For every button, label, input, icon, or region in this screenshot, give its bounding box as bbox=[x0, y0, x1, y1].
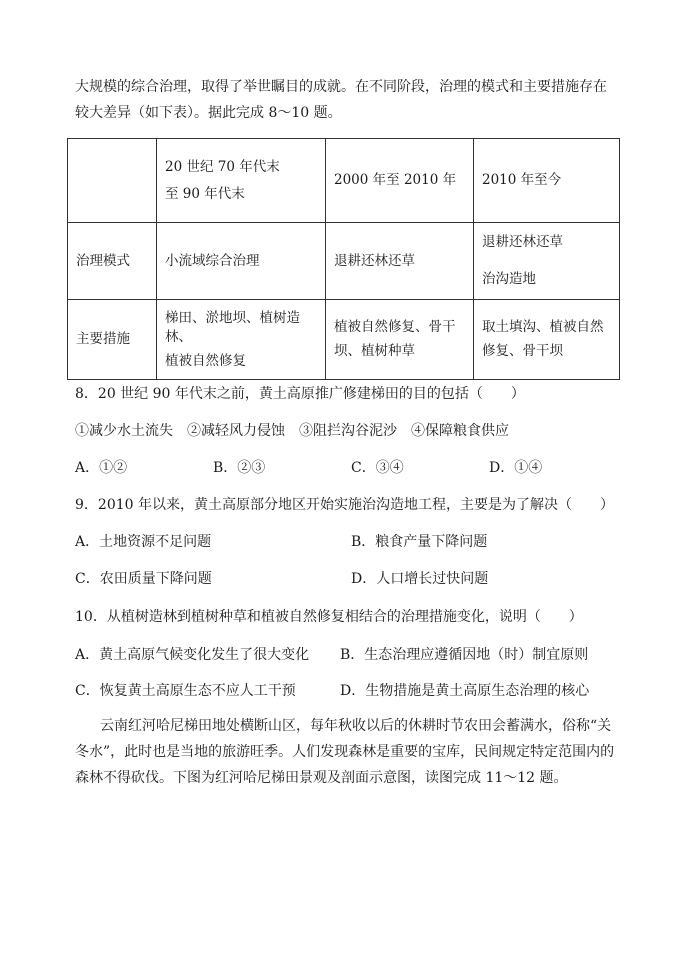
row-mode-label: 治理模式 bbox=[68, 223, 157, 300]
q8-items: ①减少水土流失 ②减轻风力侵蚀 ③阻拦沟谷泥沙 ④保障粮食供应 bbox=[75, 423, 509, 439]
governance-table bbox=[67, 138, 620, 380]
passage2-line-1: 云南红河哈尼梯田地处横断山区，每年秋收以后的休耕时节农田会蓄满水，俗称“关 bbox=[100, 718, 612, 734]
row-measures-cell-3 bbox=[474, 300, 620, 380]
q9-options-row-2 bbox=[75, 569, 615, 589]
row-measures-cell-1-line-2: 植被自然修复 bbox=[165, 352, 246, 369]
table-header-period-2: 2000 年至 2010 年 bbox=[326, 139, 474, 223]
q10-options-row-2 bbox=[75, 681, 615, 701]
row-measures-label: 主要措施 bbox=[68, 300, 157, 380]
q9-option-c[interactable]: C．农田质量下降问题 bbox=[75, 571, 212, 587]
q9-option-d[interactable]: D．人口增长过快问题 bbox=[351, 571, 489, 587]
period-1-line-2: 至 90 年代末 bbox=[165, 185, 245, 202]
table-header-period-3: 2010 年至今 bbox=[474, 139, 620, 223]
row-mode-cell-3-line-1: 退耕还林还草 bbox=[482, 234, 563, 250]
table-header-period-1 bbox=[157, 139, 326, 223]
q8-stem: 8．20 世纪 90 年代末之前，黄土高原推广修建梯田的目的包括（ ） bbox=[75, 386, 525, 402]
intro-line-2: 较大差异（如下表）。据此完成 8～10 题。 bbox=[75, 105, 342, 121]
table-header-row bbox=[68, 139, 620, 223]
row-measures-cell-2-line-2: 坝、植树种草 bbox=[334, 343, 415, 359]
q9-option-b[interactable]: B．粮食产量下降问题 bbox=[351, 534, 488, 550]
q8-option-d[interactable]: D．①④ bbox=[489, 460, 543, 476]
row-mode-cell-2: 退耕还林还草 bbox=[326, 223, 474, 300]
table-corner-cell bbox=[68, 139, 157, 223]
row-measures-cell-2-line-1: 植被自然修复、骨干 bbox=[334, 319, 456, 335]
table-row-mode bbox=[68, 223, 620, 300]
period-1-line-1: 20 世纪 70 年代末 bbox=[165, 158, 280, 175]
row-measures-cell-1 bbox=[157, 300, 326, 380]
q10-option-b[interactable]: B．生态治理应遵循因地（时）制宜原则 bbox=[340, 647, 589, 663]
q9-stem: 9．2010 年以来，黄土高原部分地区开始实施治沟造地工程，主要是为了解决（ ） bbox=[75, 497, 614, 513]
row-measures-cell-2 bbox=[326, 300, 474, 380]
row-measures-cell-3-line-1: 取土填沟、植被自然 bbox=[482, 319, 604, 335]
q8-option-b[interactable]: B．②③ bbox=[213, 460, 266, 476]
row-measures-cell-1-line-1: 梯田、淤地坝、植树造林、 bbox=[165, 309, 300, 345]
q10-option-d[interactable]: D．生物措施是黄土高原生态治理的核心 bbox=[340, 683, 590, 699]
row-mode-cell-1: 小流域综合治理 bbox=[157, 223, 326, 300]
passage2-line-2: 冬水”，此时也是当地的旅游旺季。人们发现森林是重要的宝库，民间规定特定范围内的 bbox=[75, 744, 615, 760]
intro-line-1: 大规模的综合治理，取得了举世瞩目的成就。在不同阶段，治理的模式和主要措施存在 bbox=[75, 79, 607, 95]
q8-option-a[interactable]: A．①② bbox=[75, 460, 128, 476]
q10-options-row-1 bbox=[75, 645, 615, 665]
row-mode-cell-3-line-2: 治沟造地 bbox=[482, 271, 536, 287]
q10-stem: 10．从植树造林到植树种草和植被自然修复相结合的治理措施变化，说明（ ） bbox=[75, 609, 583, 625]
row-measures-cell-3-line-2: 修复、骨干坝 bbox=[482, 343, 563, 359]
passage2-line-3: 森林不得砍伐。下图为红河哈尼梯田景观及剖面示意图，读图完成 11～12 题。 bbox=[75, 770, 568, 786]
q8-option-c[interactable]: C．③④ bbox=[351, 460, 404, 476]
table-row-measures bbox=[68, 300, 620, 380]
q8-options bbox=[75, 458, 615, 478]
q10-option-c[interactable]: C．恢复黄土高原生态不应人工干预 bbox=[75, 683, 296, 699]
q10-option-a[interactable]: A．黄土高原气候变化发生了很大变化 bbox=[75, 647, 310, 663]
row-mode-cell-3 bbox=[474, 223, 620, 300]
q9-option-a[interactable]: A．土地资源不足问题 bbox=[75, 534, 212, 550]
q9-options-row-1 bbox=[75, 532, 615, 552]
